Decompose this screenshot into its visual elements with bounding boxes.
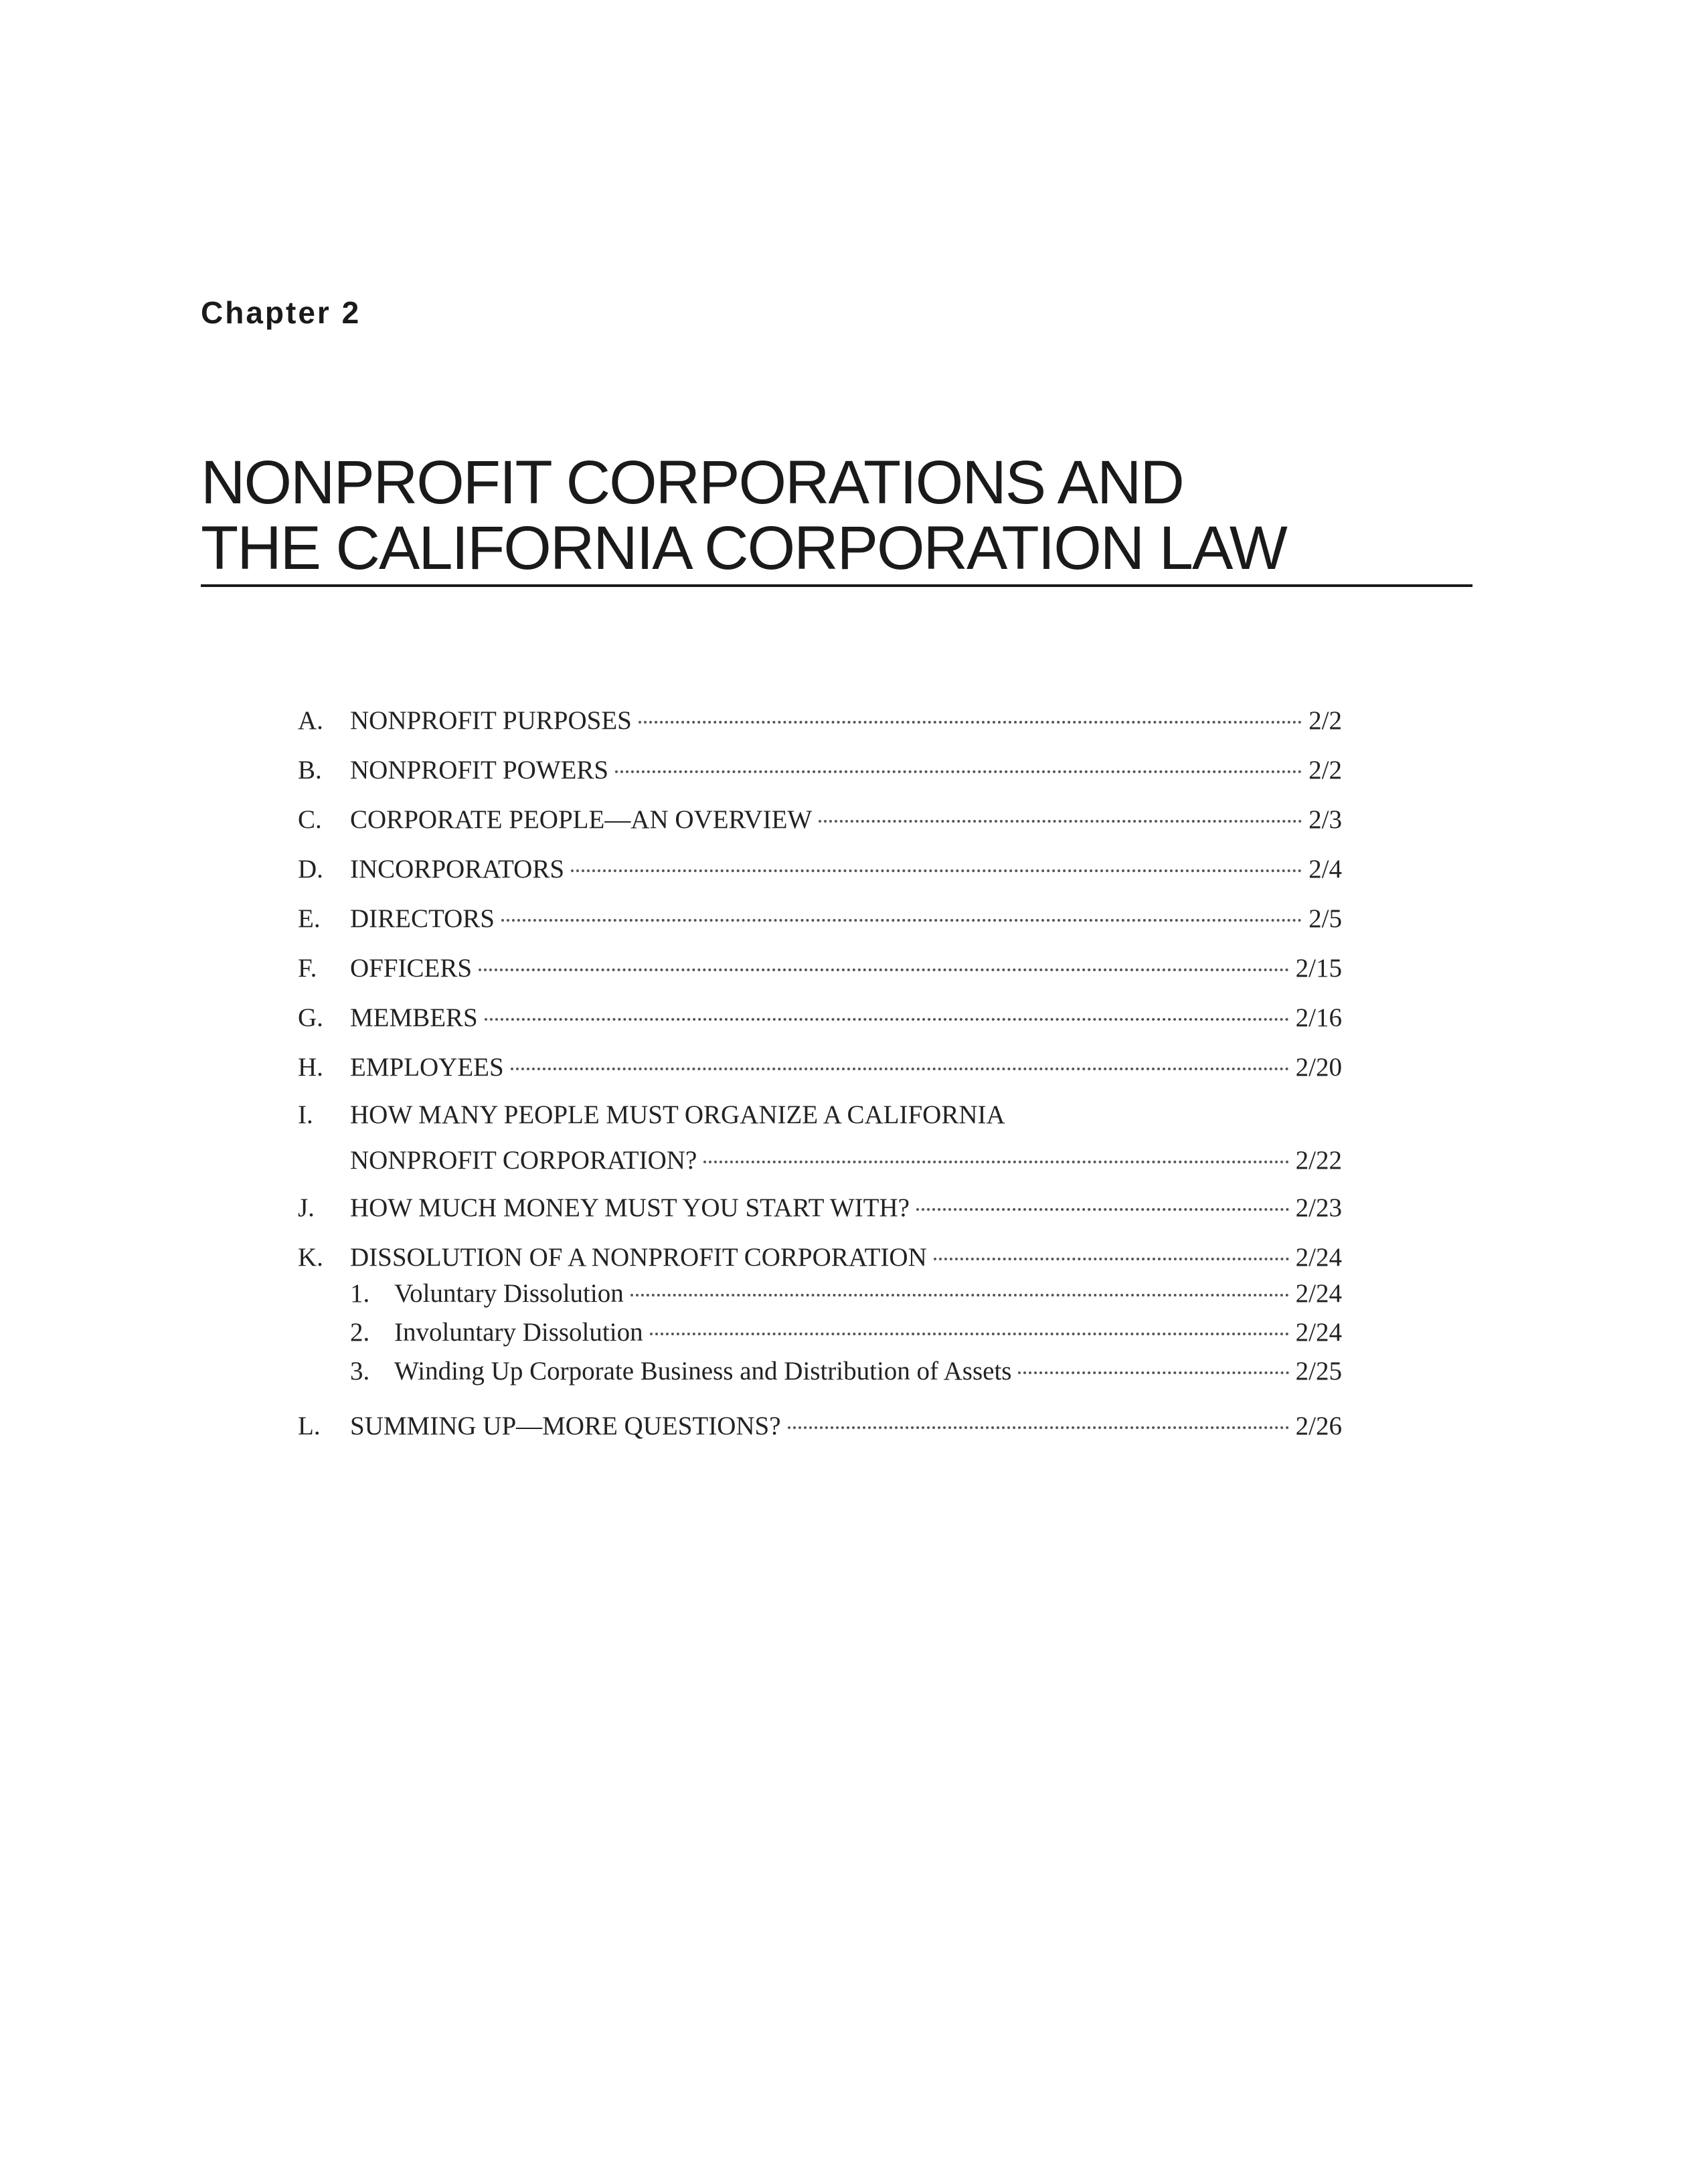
toc-text: EMPLOYEES <box>350 1053 504 1082</box>
toc-item-f[interactable] <box>298 944 1342 993</box>
toc-page: 2/16 <box>1295 1003 1342 1032</box>
dot-leader <box>916 1208 1289 1211</box>
toc-page: 2/4 <box>1309 855 1342 884</box>
toc-sub-text: Involuntary Dissolution <box>394 1318 643 1347</box>
toc-text: INCORPORATORS <box>350 855 565 884</box>
toc-item-i[interactable] <box>298 1092 1342 1183</box>
toc-page: 2/25 <box>1295 1357 1342 1385</box>
toc-item-d[interactable] <box>298 845 1342 894</box>
toc-sub-text: Voluntary Dissolution <box>394 1279 624 1308</box>
dot-leader <box>615 770 1302 773</box>
dot-leader <box>511 1068 1289 1070</box>
toc-letter: F. <box>298 954 317 983</box>
toc-item-h[interactable] <box>298 1043 1342 1092</box>
toc-letter: J. <box>298 1193 315 1222</box>
chapter-label: Chapter 2 <box>201 295 361 330</box>
toc-item-c[interactable] <box>298 795 1342 845</box>
toc-item-j[interactable] <box>298 1183 1342 1233</box>
toc-text: HOW MUCH MONEY MUST YOU START WITH? <box>350 1193 910 1222</box>
toc-sub-number: 1. <box>350 1279 370 1308</box>
toc-item-a[interactable] <box>298 696 1342 746</box>
dot-leader <box>479 969 1289 971</box>
toc-subitems-k <box>298 1274 1342 1391</box>
toc-letter: I. <box>298 1100 313 1129</box>
toc-text: MEMBERS <box>350 1003 478 1032</box>
toc-letter: D. <box>298 855 323 884</box>
toc-text: CORPORATE PEOPLE—AN OVERVIEW <box>350 805 813 834</box>
toc-item-e[interactable] <box>298 894 1342 944</box>
chapter-title-line-1: NONPROFIT CORPORATIONS AND <box>201 448 1183 517</box>
toc-text-line-2: NONPROFIT CORPORATION? <box>350 1146 697 1175</box>
toc-text: NONPROFIT PURPOSES <box>350 706 632 735</box>
toc-letter: B. <box>298 756 322 784</box>
toc-page: 2/15 <box>1295 954 1342 983</box>
toc-text: NONPROFIT POWERS <box>350 756 609 784</box>
chapter-title-line-2: THE CALIFORNIA CORPORATION LAW <box>201 514 1286 582</box>
toc-subitem-k3[interactable] <box>298 1352 1342 1391</box>
dot-leader <box>788 1426 1289 1429</box>
toc-page: 2/2 <box>1309 706 1342 735</box>
toc-sub-text: Winding Up Corporate Business and Distribution of Assets <box>394 1357 1012 1385</box>
toc-page: 2/26 <box>1295 1412 1342 1440</box>
dot-leader <box>819 820 1302 823</box>
toc-letter: L. <box>298 1412 321 1440</box>
table-of-contents <box>298 696 1342 1451</box>
toc-subitem-k2[interactable] <box>298 1313 1342 1352</box>
toc-item-b[interactable] <box>298 746 1342 795</box>
toc-page: 2/5 <box>1309 904 1342 933</box>
toc-page: 2/20 <box>1295 1053 1342 1082</box>
toc-page: 2/22 <box>1295 1146 1342 1175</box>
dot-leader <box>934 1258 1289 1260</box>
dot-leader <box>703 1161 1288 1163</box>
chapter-title <box>201 450 1473 581</box>
toc-sub-number: 3. <box>350 1357 370 1385</box>
dot-leader <box>571 869 1302 872</box>
toc-text-line-1: HOW MANY PEOPLE MUST ORGANIZE A CALIFORNIA <box>350 1100 1005 1129</box>
dot-leader <box>1018 1371 1288 1374</box>
toc-page: 2/24 <box>1295 1279 1342 1308</box>
dot-leader <box>639 721 1302 724</box>
dot-leader <box>650 1333 1289 1335</box>
toc-page: 2/3 <box>1309 805 1342 834</box>
dot-leader <box>630 1294 1289 1296</box>
toc-item-l[interactable] <box>298 1402 1342 1451</box>
toc-page: 2/24 <box>1295 1243 1342 1272</box>
toc-letter: H. <box>298 1053 323 1082</box>
toc-page: 2/2 <box>1309 756 1342 784</box>
dot-leader <box>501 919 1302 922</box>
toc-letter: K. <box>298 1243 323 1272</box>
toc-text: OFFICERS <box>350 954 473 983</box>
toc-page: 2/24 <box>1295 1318 1342 1347</box>
toc-item-g[interactable] <box>298 993 1342 1043</box>
toc-letter: G. <box>298 1003 323 1032</box>
title-rule <box>201 584 1473 587</box>
toc-text: DISSOLUTION OF A NONPROFIT CORPORATION <box>350 1243 927 1272</box>
toc-page: 2/23 <box>1295 1193 1342 1222</box>
toc-sub-number: 2. <box>350 1318 370 1347</box>
toc-text: SUMMING UP—MORE QUESTIONS? <box>350 1412 781 1440</box>
toc-letter: A. <box>298 706 323 735</box>
toc-text: DIRECTORS <box>350 904 495 933</box>
dot-leader <box>485 1018 1289 1021</box>
toc-letter: C. <box>298 805 322 834</box>
toc-letter: E. <box>298 904 321 933</box>
